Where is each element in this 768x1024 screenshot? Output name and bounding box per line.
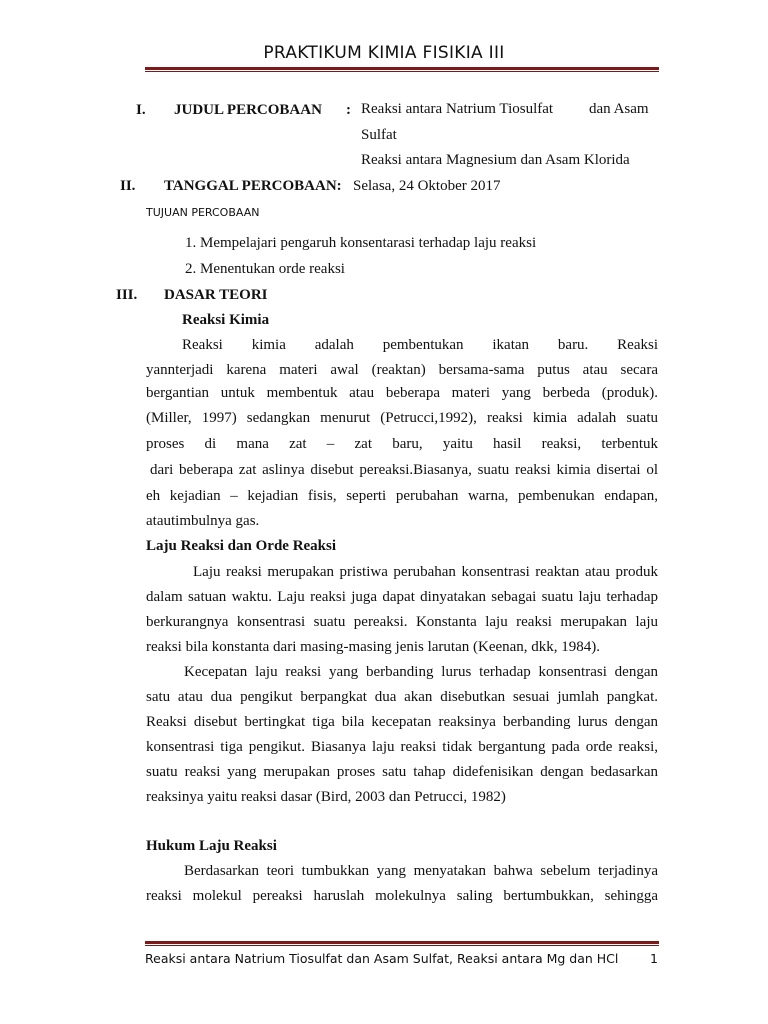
paragraph-line: Berdasarkan teori tumbukkan yang menyatakan bahwa sebelum terjadinya xyxy=(184,863,658,879)
page-number: 1 xyxy=(650,951,658,966)
section2-date: Selasa, 24 Oktober 2017 xyxy=(353,178,501,194)
tujuan-heading: TUJUAN PERCOBAAN xyxy=(146,206,260,219)
paragraph-line: Laju reaksi merupakan pristiwa perubahan konsentrasi reaktan atau produk xyxy=(193,564,658,580)
paragraph-line: Reaksi kimia adalah pembentukan ikatan baru. Reaksi xyxy=(182,337,658,353)
header-title: PRAKTIKUM KIMIA FISIKIA III xyxy=(263,43,505,63)
tujuan-item: 2. Menentukan orde reaksi xyxy=(185,261,345,277)
paragraph-line: dalam satuan waktu. Laju reaksi juga dapat dinyatakan sebagai suatu laju terhadap xyxy=(146,589,658,605)
section3-label: DASAR TEORI xyxy=(164,287,268,303)
paragraph-line: proses di mana zat – zat baru, yaitu hasil reaksi, terbentuk xyxy=(146,436,658,452)
paragraph-line: reaksi molekul pereaksi haruslah molekulnya saling bertumbukkan, sehingga xyxy=(146,888,658,904)
paragraph-line: satu atau dua pengikut berpangkat dua akan disebutkan sesuai jumlah pangkat. xyxy=(146,689,658,705)
section1-title-line1a: Reaksi antara Natrium Tiosulfat xyxy=(361,101,554,117)
section2-label: TANGGAL PERCOBAAN: xyxy=(164,178,342,194)
paragraph-line: eh kejadian – kejadian fisis, seperti perubahan warna, pembenukan endapan, xyxy=(146,488,658,504)
paragraph-line: reaksinya yaitu reaksi dasar (Bird, 2003 dan Petrucci, 1982) xyxy=(146,789,506,805)
paragraph-line: atautimbulnya gas. xyxy=(146,513,260,529)
paragraph-line: konsentrasi tiga pengikut. Biasanya laju reaksi tidak bergantung pada orde reaksi, xyxy=(146,739,658,755)
section1-number: I. xyxy=(136,102,146,118)
paragraph-line: bergantian untuk membentuk atau beberapa materi yang berbeda (produk). xyxy=(146,385,658,401)
paragraph-line: dari beberapa zat aslinya disebut pereaksi.Biasanya, suatu reaksi kimia disertai ol xyxy=(150,462,658,478)
subheading-reaksi-kimia: Reaksi Kimia xyxy=(182,312,270,328)
section3-number: III. xyxy=(116,287,138,303)
header-rule xyxy=(145,67,659,72)
section1-title-line1b: dan Asam xyxy=(589,101,649,117)
footer-text: Reaksi antara Natrium Tiosulfat dan Asam Sulfat, Reaksi antara Mg dan HCl xyxy=(145,951,619,966)
subheading-laju-reaksi: Laju Reaksi dan Orde Reaksi xyxy=(146,538,337,554)
section2-number: II. xyxy=(120,178,136,194)
section1-title-line3: Reaksi antara Magnesium dan Asam Klorida xyxy=(361,152,630,168)
paragraph-line: Kecepatan laju reaksi yang berbanding lurus terhadap konsentrasi dengan xyxy=(184,664,658,680)
section1-label: JUDUL PERCOBAAN xyxy=(174,102,322,118)
paragraph-line: yannterjadi karena materi awal (reaktan) bersama-sama putus atau secara xyxy=(146,362,658,378)
section1-colon: : xyxy=(346,102,351,118)
subheading-hukum-laju: Hukum Laju Reaksi xyxy=(146,838,277,854)
paragraph-line: berkurangnya konsentrasi suatu pereaksi. Konstanta laju reaksi merupakan laju xyxy=(146,614,658,630)
tujuan-item: 1. Mempelajari pengaruh konsentarasi terhadap laju reaksi xyxy=(185,235,537,251)
footer-rule xyxy=(145,941,659,946)
section1-title-line2: Sulfat xyxy=(361,127,397,143)
paragraph-line: (Miller, 1997) sedangkan menurut (Petrucci,1992), reaksi kimia adalah suatu xyxy=(146,410,658,426)
paragraph-line: Reaksi disebut bertingkat tiga bila kecepatan reaksinya berbanding lurus dengan xyxy=(146,714,658,730)
paragraph-line: suatu reaksi yang merupakan proses satu tahap didefenisikan dengan bedasarkan xyxy=(146,764,658,780)
paragraph-line: reaksi bila konstanta dari masing-masing jenis larutan (Keenan, dkk, 1984). xyxy=(146,639,601,655)
